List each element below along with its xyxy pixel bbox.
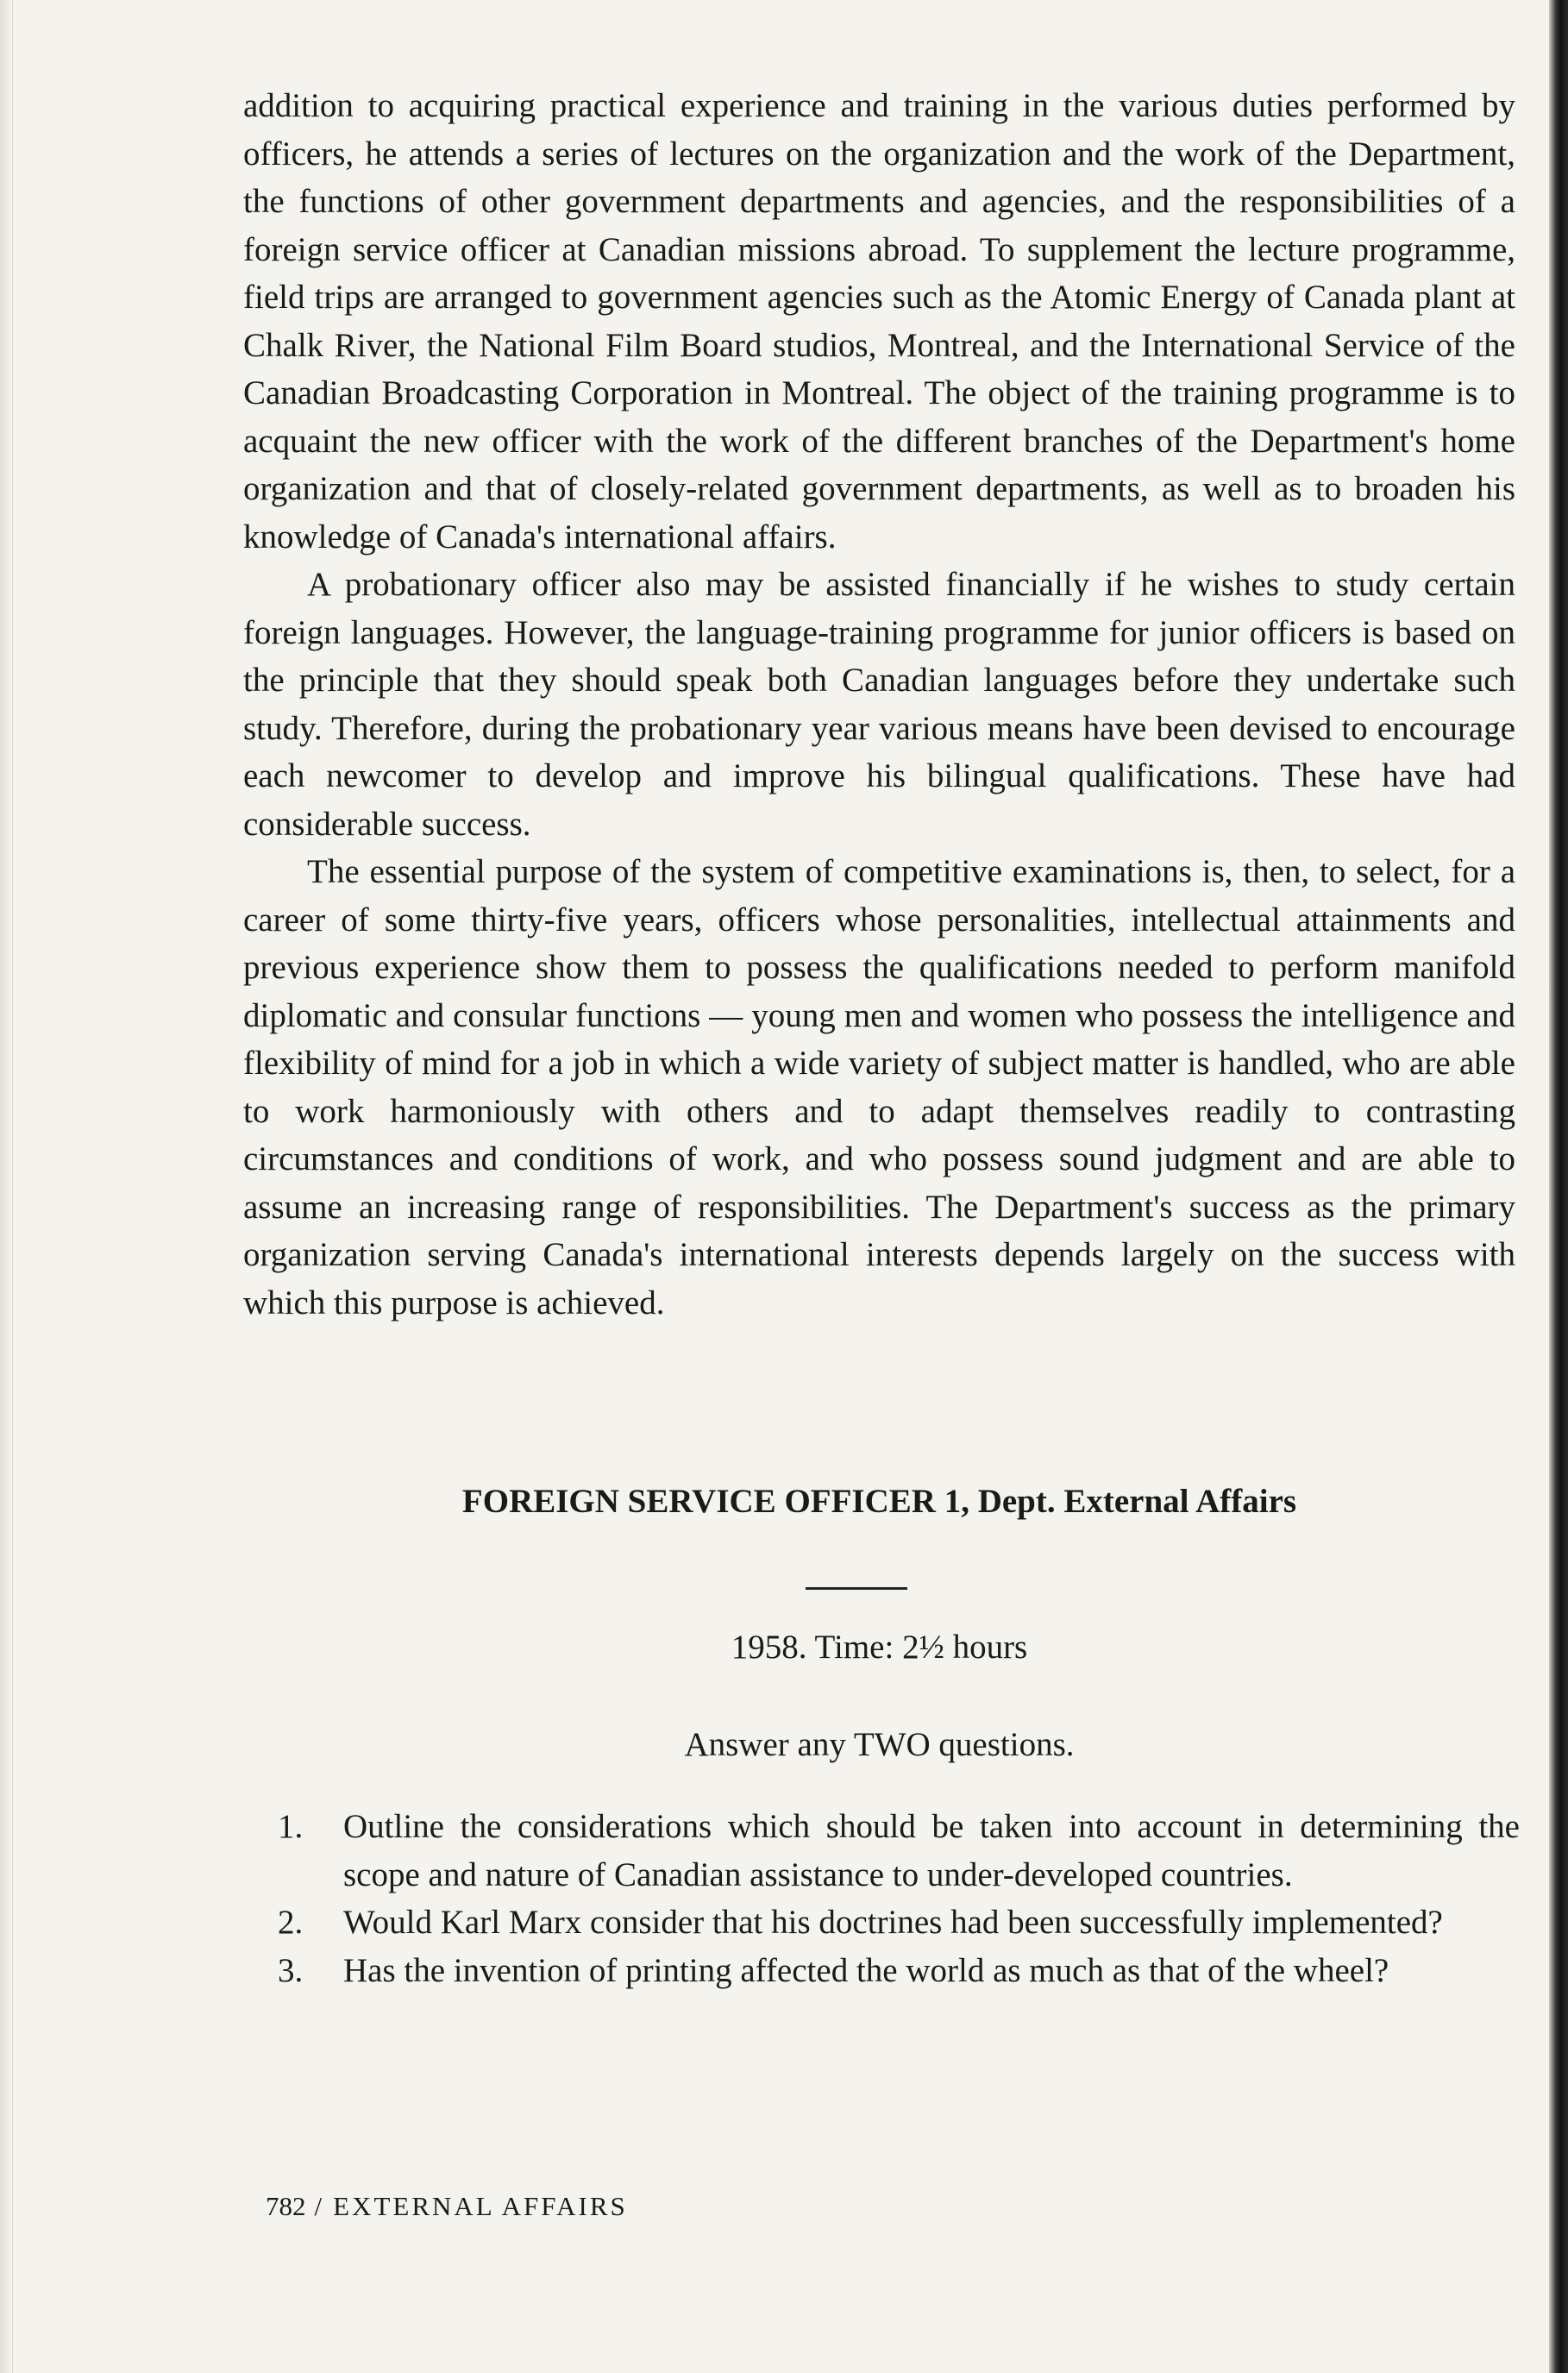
question-item	[278, 1947, 1520, 1995]
body-text	[243, 82, 1515, 1327]
question-item	[278, 1803, 1520, 1899]
page-footer	[266, 2189, 628, 2224]
question-text: Has the invention of printing affected the world as much as that of the wheel?	[343, 1951, 1389, 1989]
exam-instruction: Answer any TWO questions.	[684, 1726, 1075, 1763]
exam-year-time: 1958. Time: 2½ hours	[731, 1629, 1028, 1666]
question-list	[278, 1803, 1520, 1994]
scan-left-edge	[0, 0, 13, 2373]
footer-separator: /	[314, 2191, 325, 2221]
question-text: Outline the considerations which should be taken into account in determining the scope and nature of Canadian assistance to under-developed countries.	[343, 1808, 1520, 1893]
question-item	[278, 1899, 1520, 1947]
publication-name: EXTERNAL AFFAIRS	[333, 2191, 628, 2221]
question-number: 1.	[278, 1808, 304, 1845]
paragraph-purpose: The essential purpose of the system of competitive examinations is, then, to select, for a career of some thirty-five years, officers whose personalities, intellectual attainments and previous experience show them to possess the qualifications needed to perform manifold diplomatic and consular functions — young men and women who possess the intelligence and flexibility of mind for a job in which a wide variety of subject matter is handled, who are able to work harmoniously with others and to adapt themselves readily to contrasting circumstances and conditions of work, and who possess sound judgment and are able to assume an increasing range of responsibilities. The Department's success as the primary organization serving Canada's international interests depends largely on the success with which this purpose is achieved.	[243, 853, 1515, 1321]
scan-binding-edge	[1549, 0, 1568, 2373]
exam-heading: FOREIGN SERVICE OFFICER 1, Dept. External Affairs	[461, 1483, 1297, 1520]
heading-rule	[806, 1587, 907, 1590]
question-number: 2.	[278, 1904, 304, 1941]
page-number: 782	[266, 2191, 306, 2221]
paragraph-languages: A probationary officer also may be assisted financially if he wishes to study certain foreign languages. However, the language-training programme for junior officers is based on the principle that they should speak both Canadian languages before they undertake such study. Therefore, during the probationary year various means have been devised to encourage each newcomer to develop and improve his bilingual qualifications. These have had considerable success.	[243, 566, 1515, 843]
paragraph-training: addition to acquiring practical experience and training in the various duties performed by officers, he attends a series of lectures on the organization and the work of the Department, the functions of other government departments and agencies, and the responsibilities of a foreign service officer at Canadian missions abroad. To supplement the lecture programme, field trips are arranged to government agencies such as the Atomic Energy of Canada plant at Chalk River, the National Film Board studios, Montreal, and the International Service of the Canadian Broadcasting Corporation in Montreal. The object of the training programme is to acquaint the new officer with the work of the different branches of the Department's home organization and that of closely-related government departments, as well as to broaden his knowledge of Canada's international affairs.	[243, 87, 1515, 556]
question-number: 3.	[278, 1951, 304, 1989]
question-text: Would Karl Marx consider that his doctrines had been successfully implemented?	[343, 1904, 1443, 1941]
